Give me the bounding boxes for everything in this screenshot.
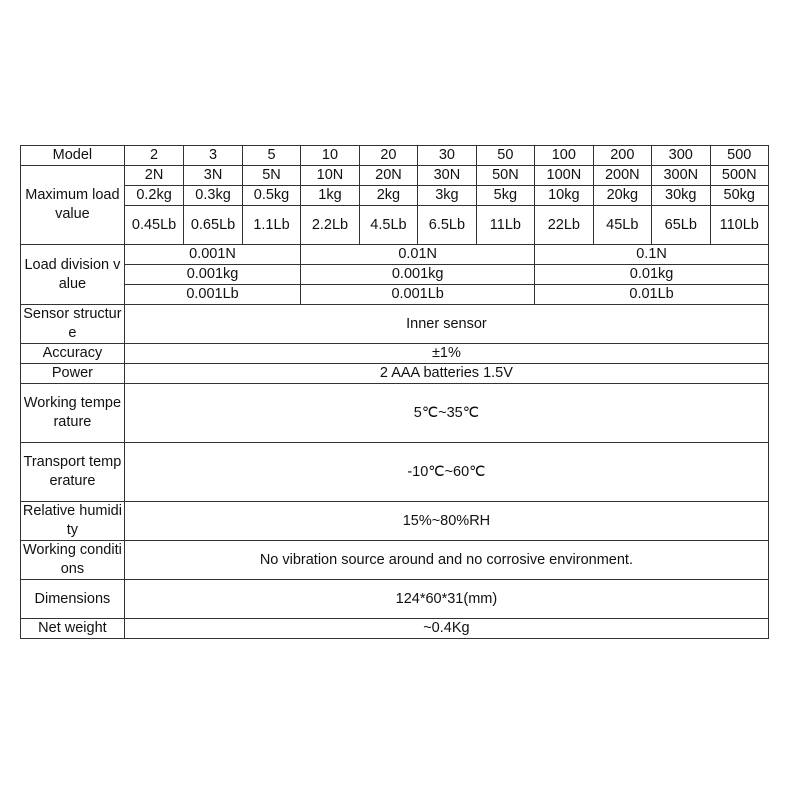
max-kg-cell: 0.5kg [242, 186, 300, 206]
power-row [21, 364, 769, 384]
max-kg-cell: 30kg [652, 186, 710, 206]
division-lb-cell: 0.01Lb [535, 285, 769, 305]
model-cell: 50 [476, 146, 534, 166]
division-n-row [21, 245, 769, 265]
model-cell: 500 [710, 146, 768, 166]
model-cell: 5 [242, 146, 300, 166]
model-cell: 3 [184, 146, 242, 166]
max-lb-cell: 6.5Lb [418, 206, 476, 245]
max-kg-cell: 0.2kg [124, 186, 183, 206]
max-n-cell: 200N [593, 166, 651, 186]
max-n-cell: 3N [184, 166, 242, 186]
max-lb-cell: 0.45Lb [124, 206, 183, 245]
accuracy-label: Accuracy [21, 344, 125, 364]
model-cell: 20 [359, 146, 417, 166]
model-row [21, 146, 769, 166]
sensor-value: Inner sensor [124, 305, 768, 344]
max-kg-cell: 3kg [418, 186, 476, 206]
net-weight-label: Net weight [21, 619, 125, 639]
working-temp-label: Working temperature [21, 384, 125, 443]
division-n-cell: 0.1N [535, 245, 769, 265]
max-n-cell: 5N [242, 166, 300, 186]
max-lb-cell: 22Lb [535, 206, 593, 245]
model-cell: 200 [593, 146, 651, 166]
spec-table [20, 145, 769, 639]
division-lb-cell: 0.001Lb [124, 285, 300, 305]
dimensions-row [21, 580, 769, 619]
division-kg-cell: 0.01kg [535, 265, 769, 285]
power-label: Power [21, 364, 125, 384]
max-kg-cell: 2kg [359, 186, 417, 206]
max-n-cell: 300N [652, 166, 710, 186]
working-temp-row [21, 384, 769, 443]
working-temp-value: 5℃~35℃ [124, 384, 768, 443]
model-cell: 100 [535, 146, 593, 166]
division-label: Load division value [21, 245, 125, 305]
division-n-cell: 0.01N [301, 245, 535, 265]
power-value: 2 AAA batteries 1.5V [124, 364, 768, 384]
max-n-cell: 10N [301, 166, 359, 186]
humidity-row [21, 502, 769, 541]
accuracy-row [21, 344, 769, 364]
sensor-label: Sensor structure [21, 305, 125, 344]
max-n-cell: 20N [359, 166, 417, 186]
max-kg-row [21, 186, 769, 206]
division-kg-row [21, 265, 769, 285]
conditions-value: No vibration source around and no corrosive environment. [124, 541, 768, 580]
max-load-label: Maximum load value [21, 166, 125, 245]
max-kg-cell: 10kg [535, 186, 593, 206]
max-lb-cell: 0.65Lb [184, 206, 242, 245]
max-kg-cell: 20kg [593, 186, 651, 206]
max-lb-cell: 11Lb [476, 206, 534, 245]
max-lb-cell: 110Lb [710, 206, 768, 245]
division-kg-cell: 0.001kg [301, 265, 535, 285]
max-n-row [21, 166, 769, 186]
division-lb-cell: 0.001Lb [301, 285, 535, 305]
conditions-row [21, 541, 769, 580]
max-n-cell: 100N [535, 166, 593, 186]
dimensions-value: 124*60*31(mm) [124, 580, 768, 619]
max-kg-cell: 0.3kg [184, 186, 242, 206]
division-n-cell: 0.001N [124, 245, 300, 265]
max-kg-cell: 50kg [710, 186, 768, 206]
sensor-row [21, 305, 769, 344]
model-cell: 10 [301, 146, 359, 166]
humidity-value: 15%~80%RH [124, 502, 768, 541]
max-lb-cell: 65Lb [652, 206, 710, 245]
model-cell: 300 [652, 146, 710, 166]
transport-temp-value: -10℃~60℃ [124, 443, 768, 502]
dimensions-label: Dimensions [21, 580, 125, 619]
model-cell: 2 [124, 146, 183, 166]
accuracy-value: ±1% [124, 344, 768, 364]
conditions-label: Working conditions [21, 541, 125, 580]
division-kg-cell: 0.001kg [124, 265, 300, 285]
model-cell: 30 [418, 146, 476, 166]
transport-temp-row [21, 443, 769, 502]
division-lb-row [21, 285, 769, 305]
humidity-label: Relative humidity [21, 502, 125, 541]
max-lb-cell: 45Lb [593, 206, 651, 245]
max-n-cell: 50N [476, 166, 534, 186]
max-lb-cell: 1.1Lb [242, 206, 300, 245]
max-kg-cell: 5kg [476, 186, 534, 206]
model-label: Model [21, 146, 125, 166]
max-n-cell: 30N [418, 166, 476, 186]
max-kg-cell: 1kg [301, 186, 359, 206]
max-n-cell: 500N [710, 166, 768, 186]
max-lb-cell: 2.2Lb [301, 206, 359, 245]
max-lb-row [21, 206, 769, 245]
max-n-cell: 2N [124, 166, 183, 186]
net-weight-value: ~0.4Kg [124, 619, 768, 639]
transport-temp-label: Transport temperature [21, 443, 125, 502]
net-weight-row [21, 619, 769, 639]
max-lb-cell: 4.5Lb [359, 206, 417, 245]
